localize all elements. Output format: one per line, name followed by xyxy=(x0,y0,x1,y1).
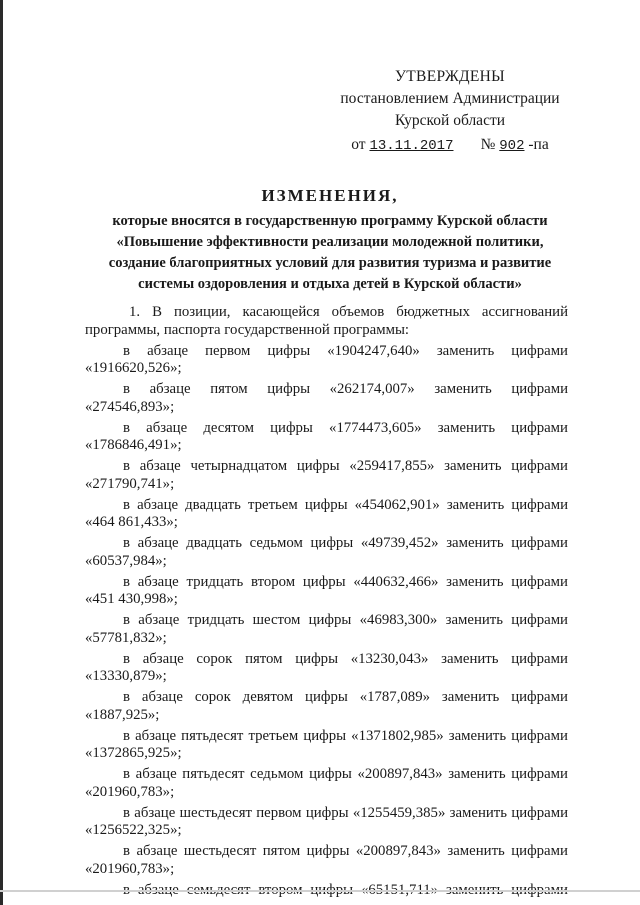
amendment-word: сорок xyxy=(196,650,233,667)
amendment-line xyxy=(85,766,568,784)
amendment-word: цифры xyxy=(306,843,350,859)
amendment-word: в xyxy=(123,766,130,782)
amendment-word: заменить xyxy=(447,843,505,859)
amendment-word: цифры xyxy=(302,573,346,590)
amendment-word: «1255459,385» xyxy=(352,804,446,821)
amendment-word: заменить xyxy=(441,689,500,705)
amendment-word: в xyxy=(123,843,130,859)
amendment-item xyxy=(85,420,568,455)
amendment-word: пятом xyxy=(245,650,283,667)
amendment-item xyxy=(85,612,568,647)
amendment-word: абзаце xyxy=(142,650,184,667)
amendment-line xyxy=(85,381,568,399)
amendment-new-value: «1916620,526»; xyxy=(85,360,182,376)
amendment-word: абзаце xyxy=(137,496,179,513)
amendment-word: «49739,452» xyxy=(360,535,439,551)
amendment-word: двадцать xyxy=(185,496,241,513)
amendment-word: цифрами xyxy=(511,458,568,474)
amendment-word: в xyxy=(123,573,130,590)
amendment-item xyxy=(85,381,568,416)
amendment-word: цифрами xyxy=(511,843,568,859)
amendment-word: цифры xyxy=(305,689,348,705)
amendment-word: пятьдесят xyxy=(182,766,245,782)
amendment-new-value: «57781,832»; xyxy=(85,629,167,646)
amendment-new-value: «451 430,998»; xyxy=(85,591,178,607)
amendment-new-value: «1887,925»; xyxy=(85,706,160,723)
amendment-word: цифрами xyxy=(511,612,568,628)
amendment-word: в xyxy=(123,419,130,436)
amendment-word: в xyxy=(123,458,130,474)
amendment-word: седьмом xyxy=(250,766,304,782)
amendment-word: в xyxy=(123,612,130,628)
amendment-word: абзаце xyxy=(136,843,178,859)
amendment-line xyxy=(85,574,568,592)
amendment-line xyxy=(85,689,568,707)
amendment-line xyxy=(85,420,568,438)
amendment-word: в xyxy=(123,381,130,397)
amendment-word: шестьдесят xyxy=(183,843,257,859)
amendment-new-value: «201960,783»; xyxy=(85,860,175,877)
amendment-line xyxy=(85,805,568,823)
amendment-line xyxy=(85,458,568,476)
amendment-word: цифры xyxy=(310,535,354,551)
amendment-word: шестом xyxy=(252,612,301,628)
amendment-word: «200897,843» xyxy=(355,843,441,859)
amendment-word: цифрами xyxy=(511,381,568,397)
amendment-word: шестьдесят xyxy=(179,804,252,821)
amendment-word: тридцать xyxy=(187,612,245,628)
amendment-word: абзаце xyxy=(149,381,191,397)
amendment-word: в xyxy=(123,727,130,744)
amendment-new-value: «1372865,925»; xyxy=(85,745,182,761)
amendment-word: заменить xyxy=(446,535,504,551)
amendment-word: абзаце xyxy=(139,458,181,474)
amendment-word: абзаце xyxy=(138,612,180,628)
number-suffix: -па xyxy=(528,136,549,153)
amendment-word: втором xyxy=(250,573,296,590)
amendment-word: цифрами xyxy=(511,689,568,705)
amendment-word: заменить xyxy=(448,766,506,782)
amendment-item xyxy=(85,728,568,763)
amendment-word: заменить xyxy=(446,496,505,513)
amendment-word: заменить xyxy=(441,650,499,667)
amendment-word: цифры xyxy=(267,381,311,397)
amendment-line xyxy=(85,535,568,553)
amendment-word: третьем xyxy=(248,727,299,744)
amendment-line xyxy=(85,728,568,746)
amendment-new-value: «201960,783»; xyxy=(85,783,175,800)
amendment-word: в xyxy=(123,650,130,667)
document-title: ИЗМЕНЕНИЯ, xyxy=(261,186,399,205)
amendment-word: цифры xyxy=(295,650,339,667)
amendment-new-value: «13330,879»; xyxy=(85,668,167,684)
amendment-word: «1787,089» xyxy=(359,689,430,705)
amendment-item xyxy=(85,843,568,878)
amendment-word: заменить xyxy=(436,342,495,359)
amendment-new-value: «1786846,491»; xyxy=(85,437,182,453)
amendment-word: в xyxy=(123,342,130,359)
amendment-item xyxy=(85,343,568,378)
amendment-word: цифры xyxy=(308,612,352,628)
amendment-word: абзаце xyxy=(137,535,179,551)
amendment-word: заменить xyxy=(446,573,504,590)
amendment-new-value: «1256522,325»; xyxy=(85,822,182,838)
amendment-word: цифрами xyxy=(511,727,568,744)
amendment-item xyxy=(85,458,568,493)
amendment-item xyxy=(85,651,568,686)
heading-line: создание благоприятных условий для развития туризма и развитие xyxy=(108,255,552,271)
amendment-line xyxy=(85,343,568,361)
amendment-word: цифры xyxy=(270,419,313,436)
amendment-word: цифры xyxy=(303,727,347,744)
amendment-item xyxy=(85,497,568,532)
amendment-word: седьмом xyxy=(249,535,303,551)
amendment-word: «46983,300» xyxy=(359,612,438,628)
amendment-item xyxy=(85,766,568,801)
amendment-word: цифры xyxy=(296,458,340,474)
amendment-word: цифры xyxy=(267,342,311,359)
amendment-word: «200897,843» xyxy=(357,766,443,782)
amendment-new-value: «464 861,433»; xyxy=(85,514,178,530)
approval-title: УТВЕРЖДЕНЫ xyxy=(395,68,505,85)
amendment-word: «13230,043» xyxy=(350,650,429,667)
amendment-word: абзаце xyxy=(141,689,183,705)
amendment-word: абзаце xyxy=(135,766,177,782)
intro-paragraph: 1. В позиции, касающейся объемов бюджетных ассигнований программы, паспорта государственной программы: xyxy=(85,304,568,338)
amendment-word: абзаце xyxy=(135,727,177,744)
document-body xyxy=(85,304,568,899)
approval-number: 902 xyxy=(499,138,525,154)
amendment-word: «454062,901» xyxy=(354,496,440,513)
amendment-word: цифры xyxy=(309,766,352,782)
amendment-new-value: «60537,984»; xyxy=(85,552,167,569)
amendment-word: пятьдесят xyxy=(181,727,244,744)
amendment-line xyxy=(85,612,568,630)
heading-line: «Повышение эффективности реализации молодежной политики, xyxy=(116,234,544,250)
amendment-word: первом xyxy=(205,342,251,359)
amendment-word: тридцать xyxy=(186,573,244,590)
amendment-word: цифрами xyxy=(511,573,568,590)
amendment-word: «440632,466» xyxy=(353,573,439,590)
amendment-word: абзаце xyxy=(137,573,179,590)
amendment-word: «1904247,640» xyxy=(327,342,420,359)
amendment-word: абзаце xyxy=(146,419,188,436)
amendment-word: двадцать xyxy=(186,535,242,551)
amendment-word: пятом xyxy=(210,381,248,397)
document-heading xyxy=(70,185,590,295)
amendment-word: заменить xyxy=(434,381,492,397)
amendment-word: девятом xyxy=(242,689,294,705)
amendment-word: цифры xyxy=(304,496,348,513)
amendment-new-value: «271790,741»; xyxy=(85,475,175,492)
amendment-item xyxy=(85,805,568,840)
heading-line: которые вносятся в государственную программу Курской области xyxy=(112,213,548,229)
approval-stamp-block xyxy=(300,66,600,157)
amendment-word: абзаце xyxy=(147,342,189,359)
amendment-new-value: «274546,893»; xyxy=(85,398,175,415)
amendment-word: десятом xyxy=(203,419,254,436)
amendment-line xyxy=(85,651,568,669)
approval-issuer: постановлением Администрации xyxy=(340,90,560,107)
amendment-word: цифрами xyxy=(511,535,568,551)
amendment-word: «1774473,605» xyxy=(329,419,422,436)
amendment-word: в xyxy=(123,496,130,513)
amendment-item xyxy=(85,574,568,609)
amendment-line xyxy=(85,843,568,861)
date-prefix: от xyxy=(351,136,366,153)
number-prefix: № xyxy=(480,136,496,153)
amendment-word: «259417,855» xyxy=(349,458,435,474)
amendment-word: абзаце xyxy=(134,804,176,821)
amendment-word: в xyxy=(123,535,130,551)
amendment-word: цифрами xyxy=(511,766,568,782)
amendment-list xyxy=(85,343,568,900)
amendment-word: в xyxy=(123,804,130,821)
amendment-word: сорок xyxy=(194,689,231,705)
amendment-word: цифрами xyxy=(511,650,568,667)
approval-region: Курской области xyxy=(394,112,506,129)
amendment-word: цифрами xyxy=(511,342,568,359)
amendment-word: цифрами xyxy=(511,496,568,513)
amendment-word: заменить xyxy=(444,458,502,474)
amendment-word: цифры xyxy=(305,804,349,821)
amendment-word: заменить xyxy=(437,419,496,436)
amendment-word: первом xyxy=(256,804,302,821)
amendment-word: цифрами xyxy=(511,804,568,821)
heading-line: системы оздоровления и отдыха детей в Курской области» xyxy=(138,276,522,292)
amendment-word: заменить xyxy=(445,612,504,628)
approval-date-row xyxy=(300,134,600,157)
amendment-word: цифрами xyxy=(511,419,568,436)
amendment-word: заменить xyxy=(448,727,507,744)
amendment-word: третьем xyxy=(247,496,298,513)
amendment-word: заменить xyxy=(449,804,508,821)
amendment-word: пятом xyxy=(262,843,301,859)
amendment-item xyxy=(85,535,568,570)
approval-date: 13.11.2017 xyxy=(369,138,454,154)
amendment-word: «262174,007» xyxy=(329,381,415,397)
amendment-item xyxy=(85,689,568,724)
amendment-word: четырнадцатом xyxy=(190,458,288,474)
amendment-line xyxy=(85,497,568,515)
amendment-word: «1371802,985» xyxy=(351,727,444,744)
scan-left-edge xyxy=(0,0,3,905)
amendment-word: в xyxy=(123,689,130,705)
scan-bottom-edge xyxy=(0,890,640,892)
